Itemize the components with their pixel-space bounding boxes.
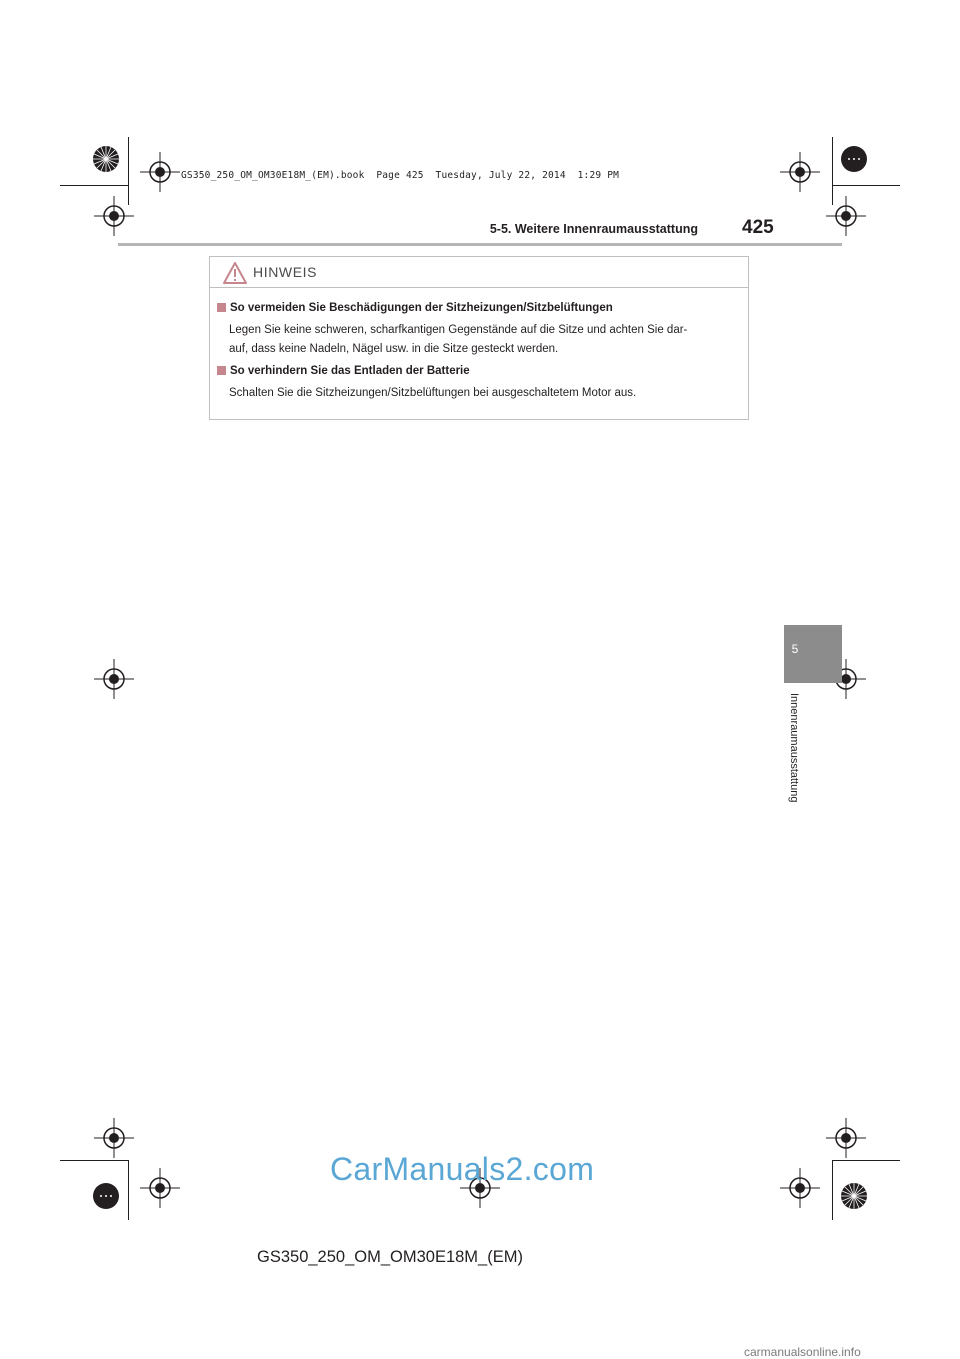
notice-item-body (229, 384, 739, 403)
crosshair-mark-icon (780, 1168, 820, 1208)
registration-mark-icon (840, 1182, 868, 1210)
header-rule (118, 243, 842, 246)
section-title: 5-5. Weitere Innenraumausstattung (489, 222, 698, 236)
bullet-square-icon (217, 366, 226, 375)
notice-item-heading: So vermeiden Sie Beschädigungen der Sitzheizungen/Sitzbelüftungen (217, 302, 613, 314)
chapter-tab[interactable] (784, 625, 842, 683)
book-slug: GS350_250_OM_OM30E18M_(EM).book Page 425 Tuesday, July 22, 2014 1:29 PM (181, 170, 620, 181)
notice-item-heading: So verhindern Sie das Entladen der Batterie (217, 365, 470, 377)
registration-mark-icon (92, 1182, 120, 1210)
notice-title: HINWEIS (253, 264, 318, 280)
bottom-logo: carmanualsonline.info (744, 1345, 861, 1359)
registration-mark-icon (840, 145, 868, 173)
crosshair-mark-icon (826, 196, 866, 236)
watermark: CarManuals2.com (330, 1151, 595, 1187)
chapter-label: Innenraumausstattung (788, 693, 800, 803)
crosshair-mark-icon (826, 1118, 866, 1158)
notice-item-body (229, 321, 739, 359)
crosshair-mark-icon (780, 152, 820, 192)
crosshair-mark-icon (140, 152, 180, 192)
crosshair-mark-icon (140, 1168, 180, 1208)
bullet-square-icon (217, 303, 226, 312)
body-line: auf, dass keine Nadeln, Nägel usw. in die Sitze gesteckt werden. (229, 343, 559, 355)
registration-mark-icon (92, 145, 120, 173)
crosshair-mark-icon (94, 196, 134, 236)
notice-box (209, 256, 749, 420)
warning-triangle-icon (222, 261, 248, 285)
page-number: 425 (742, 217, 774, 238)
crosshair-mark-icon (94, 1118, 134, 1158)
footer-code: GS350_250_OM_OM30E18M_(EM) (257, 1248, 523, 1266)
body-line: Schalten Sie die Sitzheizungen/Sitzbelüftungen bei ausgeschaltetem Motor aus. (229, 387, 637, 399)
chapter-number: 5 (791, 642, 799, 656)
body-line: Legen Sie keine schweren, scharfkantigen Gegenstände auf die Sitze und achten Sie dar- (229, 324, 688, 336)
notice-header (210, 257, 748, 288)
crosshair-mark-icon (94, 659, 134, 699)
